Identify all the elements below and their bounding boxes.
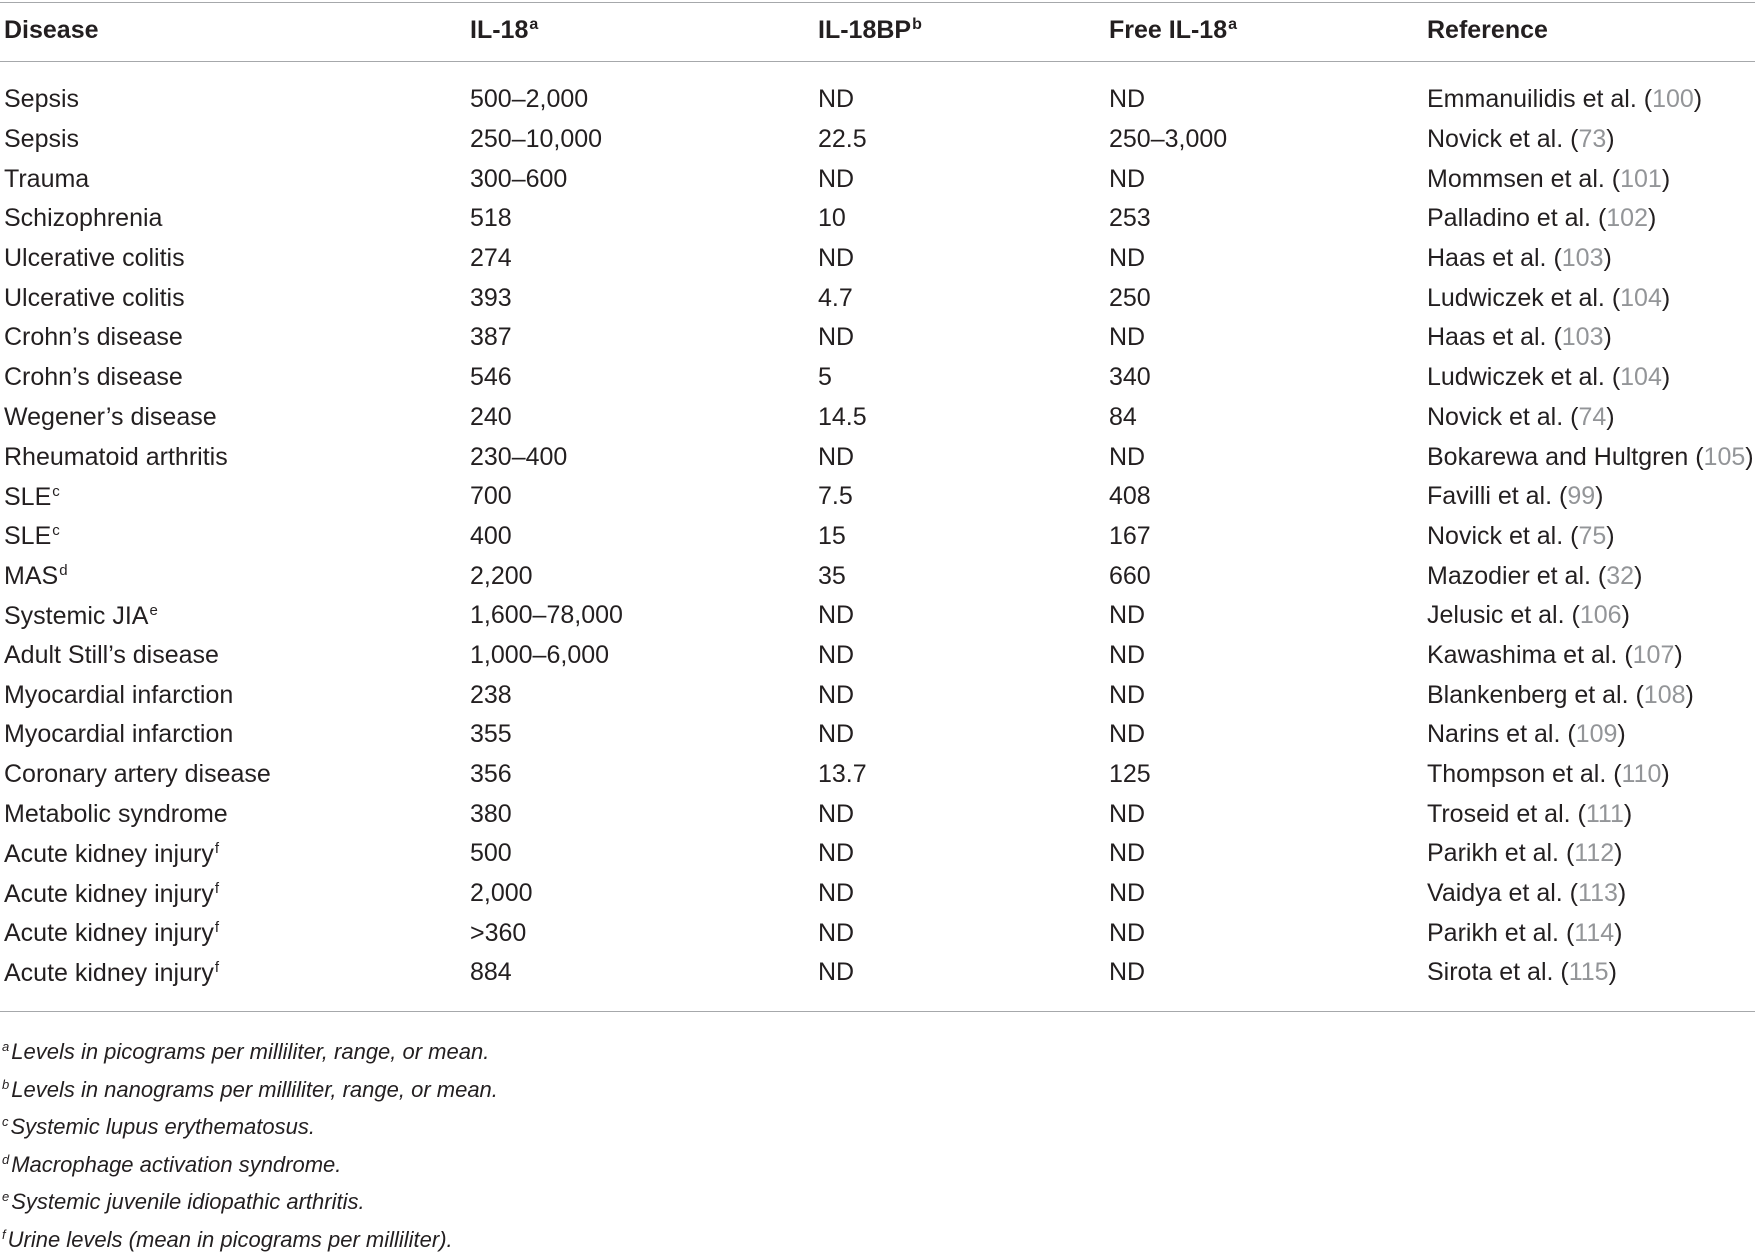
cell-free-il18: 125	[1109, 760, 1151, 789]
cell-free-il18: 84	[1109, 402, 1137, 431]
cell-free-il18: 250	[1109, 283, 1151, 312]
cell-reference: Favilli et al. (99)	[1427, 482, 1604, 511]
cell-disease: MAS$^d$	[4, 562, 68, 591]
cell-reference: Jelusic et al. (106)	[1427, 601, 1630, 630]
table-row	[0, 755, 1755, 795]
cell-reference: Narins et al. (109)	[1427, 720, 1626, 749]
citation-link[interactable]: 100	[1652, 85, 1694, 114]
table-body	[0, 62, 1755, 993]
cell-il18: 356	[470, 760, 512, 789]
table-row	[0, 675, 1755, 715]
cell-disease: Crohn’s disease	[4, 363, 183, 392]
cell-reference: Parikh et al. (112)	[1427, 839, 1623, 868]
cell-disease: Myocardial infarction	[4, 680, 234, 709]
citation-link[interactable]: 112	[1574, 839, 1615, 868]
table-row	[0, 477, 1755, 517]
footnote-text: Systemic lupus erythematosus.	[10, 1114, 315, 1139]
table-row	[0, 953, 1755, 993]
footnote-text: Levels in nanograms per milliliter, range, or mean.	[11, 1076, 498, 1102]
cell-il18bp: ND	[818, 164, 855, 193]
cell-il18bp: 5	[818, 363, 832, 392]
cell-il18: 230–400	[470, 442, 568, 471]
cell-free-il18: ND	[1109, 918, 1146, 947]
cell-free-il18: ND	[1109, 601, 1146, 630]
cell-il18bp: ND	[818, 244, 855, 273]
table-row	[0, 278, 1755, 318]
cell-reference: Haas et al. (103)	[1427, 244, 1612, 273]
cell-free-il18: ND	[1109, 640, 1146, 669]
citation-link[interactable]: 108	[1643, 680, 1686, 709]
cell-disease: Rheumatoid arthritis	[4, 442, 228, 471]
footnote	[2, 1028, 1742, 1066]
cell-il18: 240	[470, 402, 512, 431]
footnote-text: Levels in picograms per milliliter, range, or mean.	[11, 1039, 490, 1064]
table-row	[0, 159, 1755, 199]
footnote-text: Systemic juvenile idiopathic arthritis.	[11, 1189, 365, 1214]
cell-free-il18: ND	[1109, 839, 1146, 868]
cell-il18bp: ND	[818, 839, 855, 868]
header-il18bp-footnote-mark: b	[912, 15, 922, 33]
cell-free-il18: ND	[1109, 680, 1146, 709]
cell-reference: Kawashima et al. (107)	[1427, 640, 1683, 669]
citation-link[interactable]: 115	[1568, 958, 1609, 987]
cell-il18bp: 15	[818, 521, 846, 550]
header-il18-footnote-mark: a	[529, 15, 539, 33]
cell-free-il18: ND	[1109, 799, 1146, 828]
disease-footnote-mark: f	[214, 839, 219, 857]
footnote	[2, 1178, 1742, 1216]
cell-free-il18: ND	[1109, 85, 1146, 114]
cell-disease: Acute kidney injury$^f$	[4, 839, 219, 868]
table-row	[0, 398, 1755, 438]
disease-footnote-mark: c	[52, 522, 60, 540]
cell-il18bp: 22.5	[818, 125, 867, 154]
cell-il18bp: 10	[818, 204, 846, 233]
citation-link[interactable]: 111	[1585, 799, 1624, 828]
cell-il18bp: ND	[818, 442, 855, 471]
cell-disease: Metabolic syndrome	[4, 799, 228, 828]
footnote-mark: e	[2, 1189, 10, 1204]
cell-reference: Emmanuilidis et al. (100)	[1427, 85, 1703, 114]
cell-il18: 1,000–6,000	[470, 640, 610, 669]
cell-il18bp: ND	[818, 680, 855, 709]
table-row	[0, 199, 1755, 239]
cell-il18: 274	[470, 244, 512, 273]
cell-disease: Myocardial infarction	[4, 720, 234, 749]
cell-reference: Mazodier et al. (32)	[1427, 561, 1643, 590]
cell-il18bp: 35	[818, 561, 846, 590]
table-row	[0, 636, 1755, 676]
cell-disease: Sepsis	[4, 125, 80, 154]
cell-free-il18: ND	[1109, 442, 1146, 471]
cell-free-il18: ND	[1109, 958, 1146, 987]
cell-reference: Palladino et al. (102)	[1427, 204, 1657, 233]
cell-disease: Acute kidney injury$^f$	[4, 958, 219, 987]
cell-disease: Ulcerative colitis	[4, 283, 185, 312]
cell-il18: 500	[470, 839, 512, 868]
table-row	[0, 874, 1755, 914]
footnote-mark: b	[2, 1076, 10, 1092]
table-row	[0, 437, 1755, 477]
cell-il18bp: 13.7	[818, 760, 867, 789]
table-row	[0, 80, 1755, 120]
footnote-mark: f	[2, 1226, 6, 1242]
cell-free-il18: ND	[1109, 323, 1146, 352]
cell-il18: 2,200	[470, 561, 533, 590]
footnote-mark: d	[2, 1151, 10, 1167]
table-row	[0, 517, 1755, 557]
citation-link[interactable]: 105	[1703, 442, 1746, 471]
citation-link[interactable]: 110	[1621, 760, 1662, 789]
citation-link[interactable]: 74	[1578, 402, 1607, 431]
cell-disease: Coronary artery disease	[4, 760, 271, 789]
table-row	[0, 794, 1755, 834]
cell-free-il18: 660	[1109, 561, 1151, 590]
cell-il18bp: ND	[818, 720, 855, 749]
cell-il18bp: ND	[818, 601, 855, 630]
cell-disease: SLE$^c$	[4, 522, 60, 551]
cell-free-il18: ND	[1109, 164, 1146, 193]
cell-reference: Haas et al. (103)	[1427, 323, 1612, 352]
footnote-mark: c	[2, 1114, 9, 1129]
citation-link[interactable]: 104	[1620, 363, 1662, 392]
cell-disease: Trauma	[4, 164, 90, 193]
cell-il18bp: 4.7	[818, 283, 853, 312]
cell-free-il18: 253	[1109, 204, 1151, 233]
cell-il18bp: ND	[818, 85, 855, 114]
cell-il18: 300–600	[470, 164, 568, 193]
cell-disease: SLE$^c$	[4, 482, 60, 511]
cell-reference: Novick et al. (73)	[1427, 125, 1615, 154]
cell-il18: 546	[470, 363, 512, 392]
table-bottom-rule	[0, 1011, 1755, 1012]
cell-reference: Ludwiczek et al. (104)	[1427, 283, 1671, 312]
citation-link[interactable]: 99	[1567, 482, 1596, 511]
disease-footnote-mark: c	[52, 482, 60, 500]
disease-footnote-mark: f	[214, 919, 219, 937]
table-row	[0, 834, 1755, 874]
cell-free-il18: 340	[1109, 363, 1151, 392]
footnote	[2, 1141, 1742, 1179]
cell-reference: Novick et al. (75)	[1427, 521, 1615, 550]
disease-footnote-mark: f	[214, 958, 219, 976]
cell-disease: Wegener’s disease	[4, 402, 217, 431]
citation-link[interactable]: 104	[1620, 283, 1662, 312]
table-header	[0, 0, 1755, 62]
footnote	[2, 1066, 1742, 1104]
cell-il18: 884	[470, 958, 512, 987]
cell-il18bp: ND	[818, 918, 855, 947]
cell-il18: 355	[470, 720, 512, 749]
cell-il18: 250–10,000	[470, 125, 603, 154]
cell-il18: 518	[470, 204, 512, 233]
cell-reference: Bokarewa and Hultgren (105)	[1427, 442, 1754, 471]
cell-free-il18: 408	[1109, 482, 1151, 511]
cell-reference: Vaidya et al. (113)	[1427, 879, 1627, 908]
disease-footnote-mark: d	[59, 562, 68, 580]
table-row	[0, 239, 1755, 279]
cell-reference: Parikh et al. (114)	[1427, 918, 1623, 947]
cell-il18bp: ND	[818, 799, 855, 828]
disease-footnote-mark: f	[214, 879, 219, 897]
citation-link[interactable]: 107	[1632, 640, 1675, 669]
cell-il18bp: 7.5	[818, 482, 853, 511]
citation-link[interactable]: 106	[1579, 601, 1622, 630]
cell-il18: 238	[470, 680, 512, 709]
cell-il18: >360	[470, 918, 527, 947]
cell-reference: Troseid et al. (111)	[1427, 799, 1633, 828]
cell-free-il18: ND	[1109, 244, 1146, 273]
citation-link[interactable]: 75	[1578, 521, 1607, 550]
cell-il18: 500–2,000	[470, 85, 589, 114]
table-row	[0, 715, 1755, 755]
citation-link[interactable]: 73	[1578, 125, 1607, 154]
table-row	[0, 596, 1755, 636]
header-row	[0, 0, 1755, 62]
footnote-text: Urine levels (mean in picograms per milliliter).	[7, 1226, 453, 1252]
citation-link[interactable]: 109	[1575, 720, 1618, 749]
table-row	[0, 358, 1755, 398]
citation-link[interactable]: 101	[1620, 164, 1662, 193]
cell-reference: Sirota et al. (115)	[1427, 958, 1617, 987]
cell-il18: 380	[470, 799, 512, 828]
citation-link[interactable]: 113	[1578, 879, 1618, 908]
citation-link[interactable]: 103	[1561, 244, 1604, 273]
cell-il18: 387	[470, 323, 512, 352]
header-free-il18-footnote-mark: a	[1228, 15, 1238, 33]
cell-free-il18: ND	[1109, 879, 1146, 908]
cell-il18bp: ND	[818, 640, 855, 669]
cell-reference: Thompson et al. (110)	[1427, 760, 1670, 789]
header-il18bp: $IL-18BP^b$	[818, 15, 922, 44]
cell-disease: Crohn’s disease	[4, 323, 183, 352]
cell-disease: Acute kidney injury$^f$	[4, 919, 219, 948]
cell-disease: Sepsis	[4, 85, 80, 114]
header-reference: Reference	[1427, 15, 1548, 44]
cell-il18: 393	[470, 283, 512, 312]
footnote	[2, 1216, 1742, 1254]
cell-reference: Blankenberg et al. (108)	[1427, 680, 1694, 709]
cell-il18: 700	[470, 482, 512, 511]
cell-il18bp: ND	[818, 958, 855, 987]
citation-link[interactable]: 114	[1574, 918, 1615, 947]
disease-footnote-mark: e	[149, 601, 158, 619]
footnote	[2, 1103, 1742, 1141]
table-footnotes	[2, 1028, 1742, 1253]
cell-il18: 400	[470, 521, 512, 550]
cell-disease: Systemic JIA$^e$	[4, 601, 158, 630]
citation-link[interactable]: 102	[1606, 204, 1648, 233]
cell-reference: Ludwiczek et al. (104)	[1427, 363, 1671, 392]
table-spacer	[0, 62, 1755, 80]
citation-link[interactable]: 32	[1606, 561, 1635, 590]
table-row	[0, 556, 1755, 596]
cell-disease: Adult Still’s disease	[4, 640, 219, 669]
cell-free-il18: 167	[1109, 521, 1151, 550]
table-row	[0, 318, 1755, 358]
cell-disease: Ulcerative colitis	[4, 244, 185, 273]
header-disease: Disease	[4, 15, 99, 44]
cell-disease: Acute kidney injury$^f$	[4, 879, 219, 908]
cell-il18bp: ND	[818, 879, 855, 908]
cell-reference: Mommsen et al. (101)	[1427, 164, 1671, 193]
footnote-text: Macrophage activation syndrome.	[11, 1151, 342, 1177]
header-free-il18: Free IL-18$^a$	[1109, 15, 1238, 44]
footnote-mark: a	[2, 1039, 10, 1054]
cell-reference: Novick et al. (74)	[1427, 402, 1615, 431]
cell-free-il18: 250–3,000	[1109, 125, 1228, 154]
cell-free-il18: ND	[1109, 720, 1146, 749]
cell-il18: 2,000	[470, 879, 533, 908]
cell-il18: 1,600–78,000	[470, 601, 623, 630]
table-row	[0, 913, 1755, 953]
table-row	[0, 120, 1755, 160]
cell-disease: Schizophrenia	[4, 204, 163, 233]
cell-il18bp: ND	[818, 323, 855, 352]
header-il18: IL-18$^a$	[470, 15, 539, 44]
citation-link[interactable]: 103	[1561, 323, 1604, 352]
cell-il18bp: 14.5	[818, 402, 867, 431]
